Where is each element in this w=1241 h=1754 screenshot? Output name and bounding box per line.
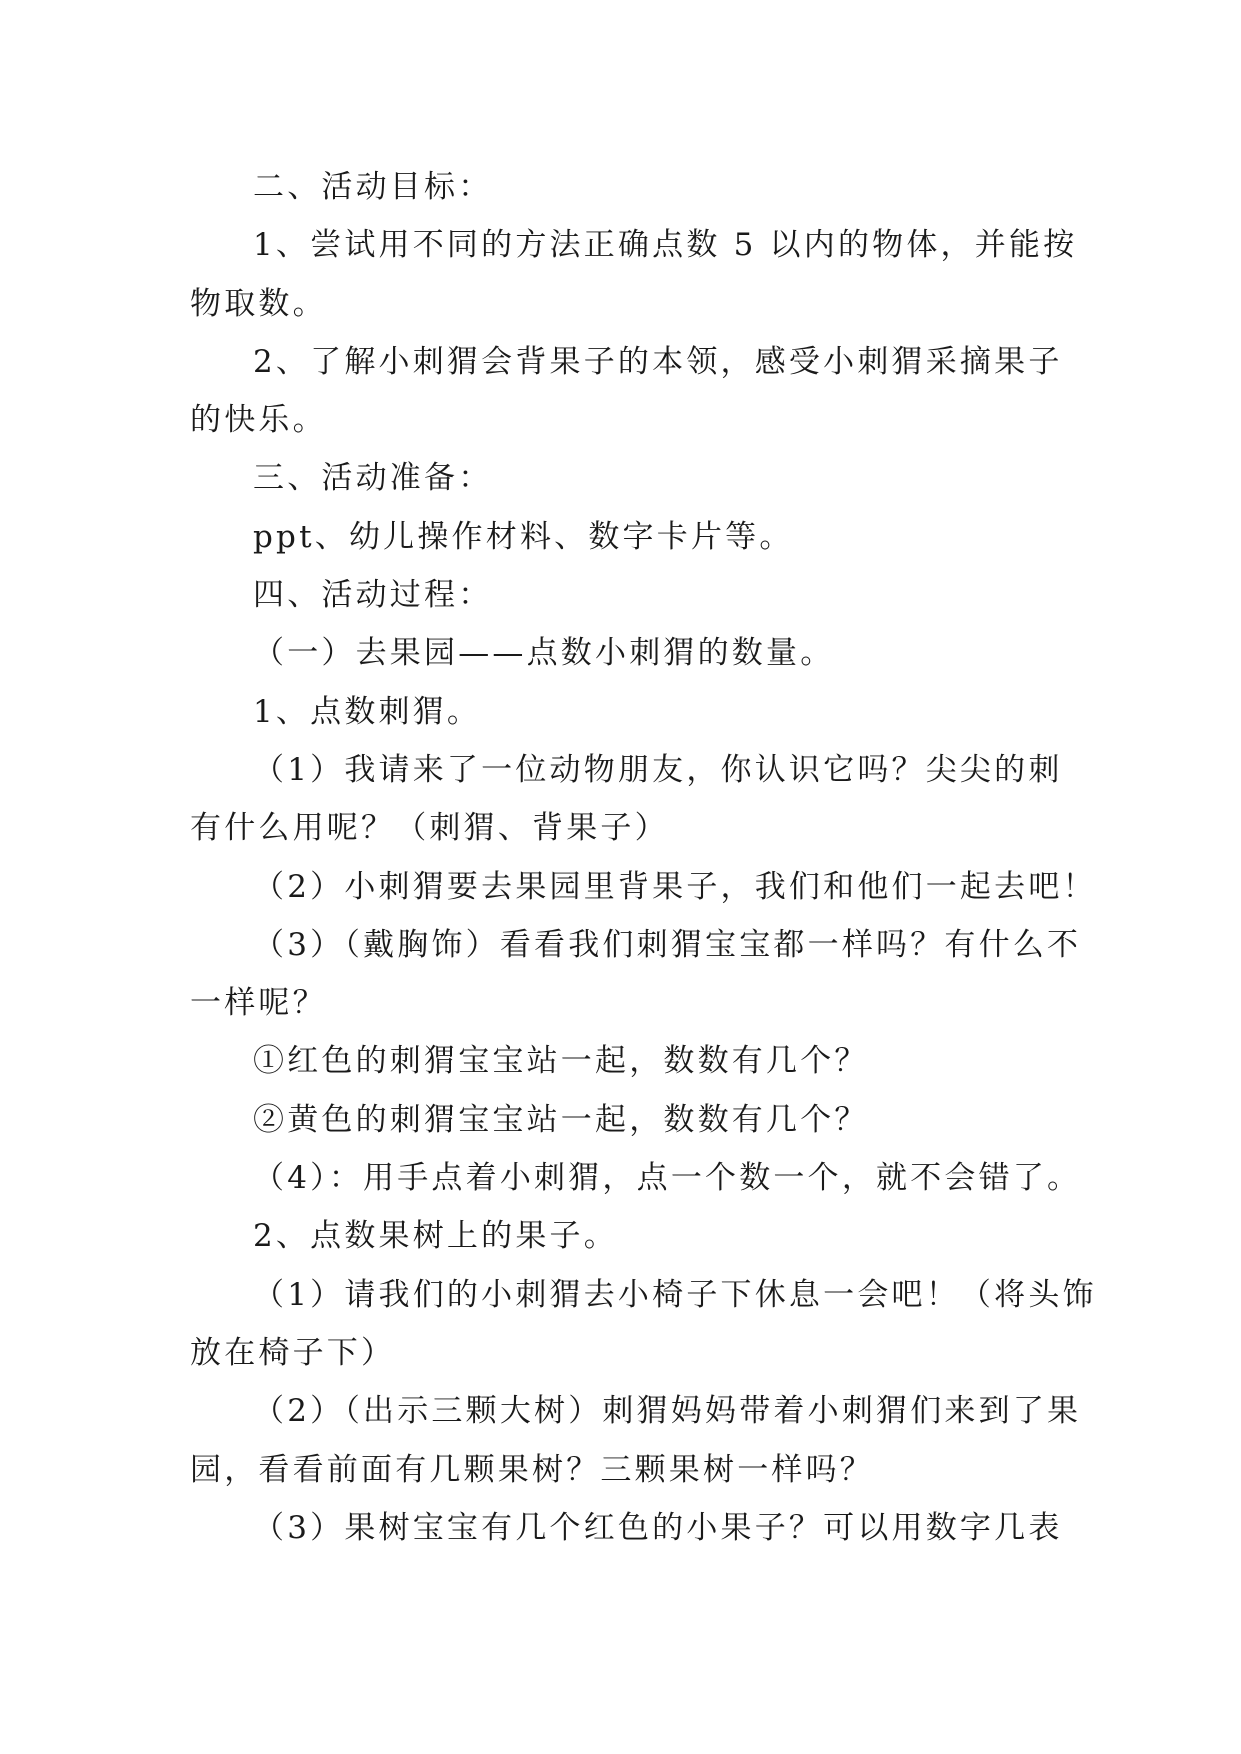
paragraph-line: （4）：用手点着小刺猬，点一个数一个，就不会错了。 [253,1160,1082,1197]
paragraph-line: 放在椅子下） [190,1334,396,1371]
paragraph-line: ①红色的刺猬宝宝站一起，数数有几个？ [253,1043,869,1080]
section-heading-preparation: 三、活动准备： [253,460,493,497]
paragraph-line: （1）我请来了一位动物朋友，你认识它吗？尖尖的刺 [253,751,1063,788]
paragraph-line: （1）请我们的小刺猬去小椅子下休息一会吧！（将头饰 [253,1276,1097,1313]
paragraph-line: 2、了解小刺猬会背果子的本领，感受小刺猬采摘果子 [253,343,1063,380]
paragraph-line: （2）小刺猬要去果园里背果子，我们和他们一起去吧！ [253,868,1097,905]
paragraph-line: ppt、幼儿操作材料、数字卡片等。 [253,518,794,555]
document-body [190,158,1097,1557]
subsection-heading: （一）去果园——点数小刺猬的数量。 [253,635,835,672]
paragraph-line: 园，看看前面有几颗果树？三颗果树一样吗？ [190,1451,874,1488]
paragraph-line: 2、点数果树上的果子。 [253,1218,618,1255]
section-heading-process: 四、活动过程： [253,577,493,614]
paragraph-line: 1、点数刺猬。 [253,693,482,730]
paragraph-line: （3）（戴胸饰）看看我们刺猬宝宝都一样吗？有什么不 [253,926,1082,963]
paragraph-line: 的快乐。 [190,402,327,439]
paragraph-line: 1、尝试用不同的方法正确点数 5 以内的物体，并能按 [253,227,1078,264]
paragraph-line: （3）果树宝宝有几个红色的小果子？可以用数字几表 [253,1509,1063,1546]
paragraph-line: 有什么用呢？（刺猬、背果子） [190,810,669,847]
paragraph-line: 物取数。 [190,285,327,322]
section-heading-goals: 二、活动目标： [253,169,493,205]
paragraph-line: 一样呢？ [190,985,327,1022]
paragraph-line: （2）（出示三颗大树）刺猬妈妈带着小刺猬们来到了果 [253,1393,1082,1430]
paragraph-line: ②黄色的刺猬宝宝站一起，数数有几个？ [253,1101,869,1138]
